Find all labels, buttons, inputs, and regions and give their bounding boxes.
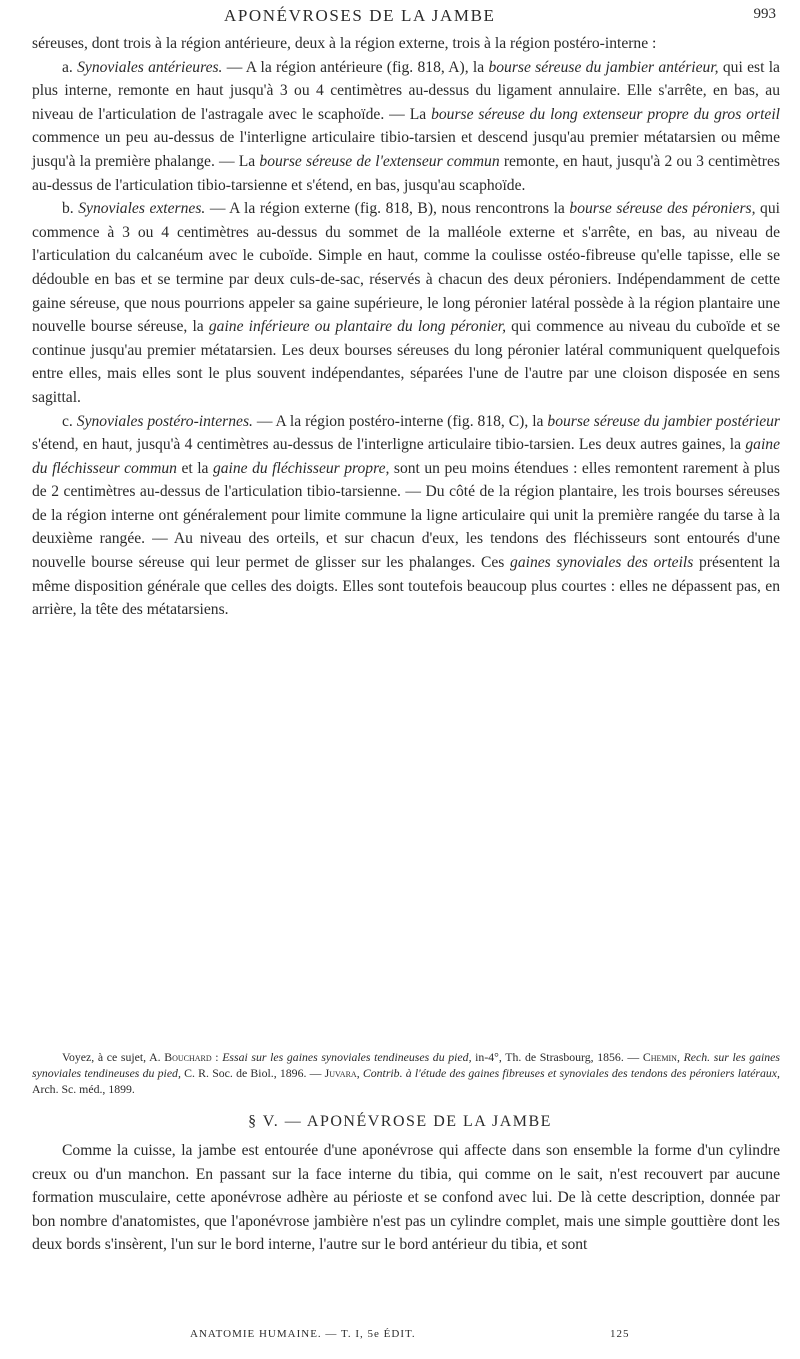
paragraph-c-text: s'étend, en haut, jusqu'à 4 centimètres au-dessus de l'interligne articulaire tibio-tarsien. Les deux autres gaines, la [32,436,746,454]
paragraph-c [32,410,780,622]
paragraph-c-label: c. [62,412,77,430]
reference-title: Contrib. à l'étude des gaines fibreuses et synoviales des tendons des péroniers latéraux, [362,1065,780,1080]
references [32,1050,780,1097]
reference-text: Voyez, à ce sujet, A. [62,1050,165,1064]
section-text [32,1139,780,1257]
reference-author: Bouchard [164,1050,212,1064]
paragraph-b [32,197,780,409]
intro-paragraph: séreuses, dont trois à la région antérieure, deux à la région externe, trois à la région postéro-interne : [32,35,657,52]
paragraph-a-text: — A la région antérieure (fig. 818, A), la [222,58,489,76]
reference-text: , [356,1065,363,1080]
paragraph-a-text: commence un peu au-dessus de l'interligne articulaire tibio-tarsien et descend jusqu'au premier métatarsien ou même jusqu'à la première phalange. — La [32,129,780,170]
paragraph-c-title: Synoviales postéro-internes. [76,412,253,430]
reference-text: Arch. Sc. méd., 1899. [32,1081,135,1096]
paragraph-a-title: Synoviales antérieures. [77,58,223,76]
paragraph-b-text: qui commence à 3 ou 4 centimètres au-dessus du sommet de la malléole externe et s'arrête, en bas, au niveau de l'articulation du calcanéum avec le cuboïde. Simple en haut, comme la coulisse ostéo-fibreuse qu'elle tapisse, elle se dédouble en bas et se termine par deux culs-de-sac, réservés à chacun des deux péroniers. Indépendamment de cette gaine séreuse, que nous pourrions appeler sa gaine supérieure, le long péronier latéral possède à la région plantaire une nouvelle bourse séreuse, la [32,200,780,336]
paragraph-c-term: gaine du fléchisseur commun [32,436,780,477]
paragraph-c-text: — A la région postéro-interne (fig. 818, C), la [252,412,548,430]
page-footer [0,1328,800,1348]
footer-book-title: ANATOMIE HUMAINE. — T. I, 5e ÉDIT. [190,1328,416,1340]
paragraph-c-term: gaines synoviales des orteils [510,554,694,572]
paragraph-a-text: qui est la plus interne, remonte en haut jusqu'à 3 ou 4 centimètres au-dessus du ligament annulaire. Elle s'arrête, en bas, au niveau de l'articulation de l'astragale avec le scaphoïde. — La [32,58,780,123]
paragraph-c-text: présentent la même disposition générale que celles des doigts. Elles sont toutefois beaucoup plus courtes : elles ne dépassent pas, en arrière, la tête des métatarsiens. [32,554,780,619]
paragraph-b-title: Synoviales externes. [78,200,206,218]
paragraph-a [32,56,780,198]
footer-signature: 125 [610,1328,630,1340]
paragraph-a-term: bourse séreuse du jambier antérieur, [488,58,719,76]
reference-text: in-4°, Th. de Strasbourg, 1856. — [471,1050,643,1064]
paragraph-b-text: — A la région externe (fig. 818, B), nous rencontrons la [205,200,570,218]
paragraph-b-label: b. [62,200,79,218]
section-title: § V. — APONÉVROSE DE LA JAMBE [248,1113,552,1130]
paragraph-c-term: bourse séreuse du jambier postérieur [547,412,780,430]
paragraph-a-text: remonte, en haut, jusqu'à 2 ou 3 centimètres au-dessus de l'articulation tibio-tarsienne et s'étend, en bas, jusqu'au scaphoïde. [32,152,780,194]
running-head [0,6,800,30]
paragraph-b-term: gaine inférieure ou plantaire du long péronier, [208,318,506,336]
reference-text: , [676,1050,684,1064]
paragraph-b-text: qui commence au niveau du cuboïde et se continue jusqu'au premier métatarsien. Les deux bourses séreuses du long péronier latéral communiquent quelquefois entre elles, mais elles sont le plus souvent indépendantes, séparées l'une de l'autre par une cloison disposée en sens sagittal. [32,318,781,406]
references-paragraph [32,1050,780,1097]
paragraph-c-text: sont un peu moins étendues : elles remontent rarement à plus de 2 centimètres au-dessus de l'articulation tibio-tarsienne. — Du côté de la région plantaire, les trois bourses séreuses de la région interne ont généralement pour limite commune la ligne articulaire qui unit la première rangée du tarse à la deuxième rangée. — Au niveau des orteils, et sur chacun d'eux, les tendons des fléchisseurs sont entourés d'une nouvelle bourse séreuse qui leur permet de glisser sur les phalanges. Ces [32,459,781,572]
section-paragraph: Comme la cuisse, la jambe est entourée d'une aponévrose qui affecte dans son ensemble la forme d'un cylindre creux ou d'un manchon. En passant sur la face interne du tibia, qui comme on le sait, n'est recouvert par aucune formation musculaire, cette aponévrose adhère au périoste et se confond avec lui. De là cette description, donnée par bon nombre d'anatomistes, que l'aponévrose jambière n'est pas un cylindre complet, mais une simple gouttière dont les deux bords s'insèrent, l'un sur le bord interne, l'autre sur le bord antérieur du tibia, et sont [32,1142,780,1254]
reference-author: Chemin [642,1050,677,1064]
reference-text: : [211,1050,223,1064]
paragraph-c-text: et la [176,459,213,477]
reference-author: Juvara [324,1065,357,1080]
paragraph-a-label: a. [62,58,78,76]
paragraph-a-term: bourse séreuse de l'extenseur commun [259,152,500,170]
body-text [32,32,780,622]
page-number: 993 [753,6,776,22]
running-title: APONÉVROSES DE LA JAMBE [224,6,496,25]
paragraph-c-term: gaine du fléchisseur propre, [212,459,390,477]
reference-text: C. R. Soc. de Biol., 1896. — [180,1065,325,1080]
paragraph-a-term: bourse séreuse du long extenseur propre du gros orteil [431,105,780,123]
reference-title: Rech. sur les gaines synoviales tendineuses du pied, [32,1050,781,1080]
reference-title: Essai sur les gaines synoviales tendineuses du pied, [222,1050,472,1064]
paragraph-b-term: bourse séreuse des péroniers, [569,200,756,218]
